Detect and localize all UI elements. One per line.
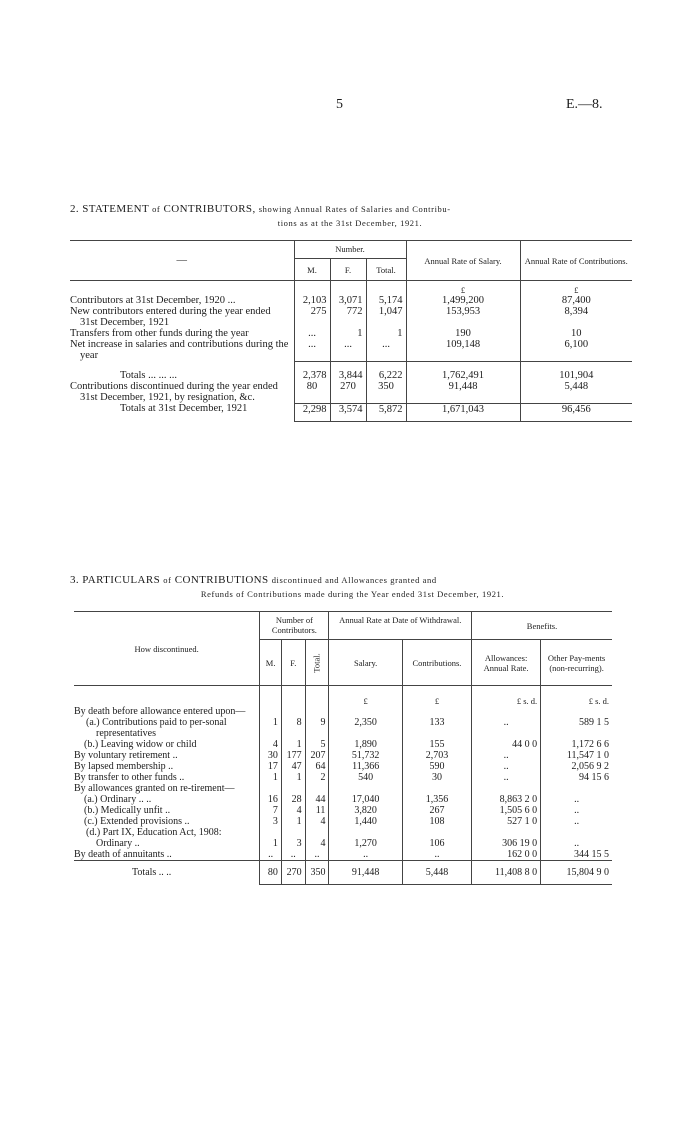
row-label: By voluntary retirement .. bbox=[74, 749, 178, 761]
title-line-2: Refunds of Contributions made during the Year ended 31st December, 1921. bbox=[200, 589, 505, 599]
cell-f: 270 bbox=[281, 860, 305, 884]
table-row bbox=[74, 761, 612, 772]
unit-pound: £ bbox=[363, 695, 368, 706]
unit-lsd: £ s. d. bbox=[516, 695, 538, 706]
unit-pound: £ bbox=[574, 285, 579, 295]
table-row bbox=[74, 805, 612, 816]
table-row bbox=[74, 772, 612, 783]
table-row bbox=[74, 783, 612, 794]
col-annual-rate: Annual Rate at Date of Withdrawal. bbox=[339, 615, 462, 625]
cell-f: 3,844 bbox=[330, 361, 366, 381]
cell-m: .. bbox=[260, 849, 282, 861]
cell-contrib: 30 bbox=[402, 772, 471, 783]
table-row bbox=[70, 381, 632, 403]
col-total: Total. bbox=[312, 652, 323, 673]
cell-f: 28 bbox=[281, 794, 305, 805]
cell-m: 80 bbox=[294, 381, 330, 403]
cell-contrib: 155 bbox=[402, 739, 471, 750]
cell-other: .. bbox=[541, 794, 612, 805]
cell-salary: 91,448 bbox=[406, 381, 520, 403]
title-of: of bbox=[152, 204, 161, 214]
title-rest: showing Annual Rates of Salaries and Contribu- bbox=[258, 204, 451, 214]
cell-allowance: 527 1 0 bbox=[472, 816, 541, 827]
table-row bbox=[74, 706, 612, 717]
cell-other: 11,547 1 0 bbox=[541, 750, 612, 761]
row-label: By transfer to other funds .. bbox=[74, 771, 185, 783]
row-label: By death before allowance entered upon— bbox=[74, 705, 246, 717]
cell-f: 1 bbox=[281, 772, 305, 783]
cell-allowance: .. bbox=[472, 750, 541, 761]
cell-contrib: 5,448 bbox=[520, 381, 632, 403]
cell-salary: 153,953 bbox=[406, 306, 520, 328]
row-label: Contributions discontinued during the year ended 31st December, 1921, by resignation, &c. bbox=[70, 381, 278, 403]
col-contributions: Contributions. bbox=[412, 657, 462, 668]
cell-allowance: 162 0 0 bbox=[472, 849, 541, 861]
cell-other: .. bbox=[541, 816, 612, 827]
cell-allowance: 1,505 6 0 bbox=[472, 805, 541, 816]
cell-salary: 1,671,043 bbox=[406, 403, 520, 421]
cell-salary: 109,148 bbox=[406, 339, 520, 361]
cell-allowance: 8,863 2 0 bbox=[472, 794, 541, 805]
cell-contrib: 2,703 bbox=[402, 750, 471, 761]
cell-salary: 3,820 bbox=[329, 805, 402, 816]
row-label: (a.) Contributions paid to per-sonal representatives bbox=[86, 716, 227, 739]
cell-other: 94 15 6 bbox=[541, 772, 612, 783]
col-benefits: Benefits. bbox=[526, 620, 558, 631]
statement-title bbox=[70, 202, 630, 230]
unit-lsd: £ s. d. bbox=[588, 695, 609, 706]
col-number: Number of Contributors. bbox=[271, 615, 317, 635]
cell-f: 772 bbox=[330, 306, 366, 328]
title-word: CONTRIBUTORS, bbox=[163, 203, 256, 215]
cell-total: 44 bbox=[305, 794, 329, 805]
cell-total: 6,222 bbox=[366, 361, 406, 381]
col-how-discontinued: How discontinued. bbox=[134, 643, 199, 654]
table-row bbox=[74, 750, 612, 761]
cell-f: 4 bbox=[281, 805, 305, 816]
cell-total: 5 bbox=[305, 739, 329, 750]
cell-m: ... bbox=[294, 328, 330, 339]
row-label: Net increase in salaries and contributions during the year bbox=[70, 339, 289, 361]
cell-f: 3,574 bbox=[330, 403, 366, 421]
row-label: By allowances granted on re-tirement— bbox=[74, 782, 235, 794]
row-label: By death of annuitants .. bbox=[74, 848, 172, 860]
cell-salary: 1,440 bbox=[329, 816, 402, 827]
cell-m: 1 bbox=[260, 827, 282, 849]
cell-contrib: 87,400 bbox=[520, 295, 632, 306]
col-salary: Annual Rate of Salary. bbox=[424, 255, 502, 266]
title-number: 2. bbox=[70, 203, 80, 215]
table-row bbox=[74, 739, 612, 750]
particulars-table bbox=[74, 611, 612, 885]
cell-salary: 11,366 bbox=[329, 761, 402, 772]
table-row bbox=[74, 794, 612, 805]
col-allowances: Allowances: Annual Rate. bbox=[483, 652, 529, 673]
cell-m: 80 bbox=[260, 860, 282, 884]
cell-f: 1 bbox=[281, 739, 305, 750]
cell-other: 589 1 5 bbox=[541, 717, 612, 739]
cell-total: 64 bbox=[305, 761, 329, 772]
table-row bbox=[70, 328, 632, 339]
col-contributions: Annual Rate of Contributions. bbox=[524, 255, 628, 266]
table-row bbox=[70, 403, 632, 421]
cell-f: 8 bbox=[281, 717, 305, 739]
row-label: New contributors entered during the year ended 31st December, 1921 bbox=[70, 306, 271, 328]
cell-other: 1,172 6 6 bbox=[541, 739, 612, 750]
row-label: Contributors at 31st December, 1920 ... bbox=[70, 295, 236, 306]
table-row bbox=[74, 717, 612, 739]
title-rest: discontinued and Allowances granted and bbox=[271, 575, 437, 585]
cell-f: 1 bbox=[330, 328, 366, 339]
cell-m: ... bbox=[294, 339, 330, 361]
cell-allowance: .. bbox=[472, 761, 541, 772]
cell-total: 1,047 bbox=[366, 306, 406, 328]
cell-salary: 1,762,491 bbox=[406, 361, 520, 381]
table-row bbox=[74, 860, 612, 884]
cell-m: 2,378 bbox=[294, 361, 330, 381]
cell-f: 270 bbox=[330, 381, 366, 403]
cell-salary: 1,270 bbox=[329, 827, 402, 849]
cell-total: 5,174 bbox=[366, 295, 406, 306]
cell-other: 344 15 5 bbox=[541, 849, 612, 861]
cell-allowance: 44 0 0 bbox=[472, 739, 541, 750]
table-row bbox=[70, 306, 632, 328]
cell-total: 350 bbox=[305, 860, 329, 884]
table-row bbox=[74, 827, 612, 849]
cell-total: 350 bbox=[366, 381, 406, 403]
cell-total: 2 bbox=[305, 772, 329, 783]
cell-total: 207 bbox=[305, 750, 329, 761]
cell-m: 30 bbox=[260, 750, 282, 761]
cell-contrib: 267 bbox=[402, 805, 471, 816]
cell-salary: 91,448 bbox=[329, 860, 402, 884]
table-row bbox=[70, 339, 632, 361]
cell-m: 1 bbox=[260, 772, 282, 783]
header-dash: — bbox=[176, 255, 187, 266]
cell-total: 4 bbox=[305, 827, 329, 849]
cell-f: 47 bbox=[281, 761, 305, 772]
title-number: 3. bbox=[70, 574, 80, 586]
row-label: (b.) Medically unfit .. bbox=[84, 804, 171, 816]
cell-f: 3 bbox=[281, 827, 305, 849]
row-label: (d.) Part IX, Education Act, 1908: Ordinary .. bbox=[86, 826, 222, 849]
col-other-payments: Other Pay-ments (non-recurring). bbox=[547, 652, 606, 673]
cell-other: 2,056 9 2 bbox=[541, 761, 612, 772]
col-f: F. bbox=[290, 657, 297, 668]
cell-f: 3,071 bbox=[330, 295, 366, 306]
cell-salary: 2,350 bbox=[329, 717, 402, 739]
cell-total: .. bbox=[305, 849, 329, 861]
row-label: (c.) Extended provisions .. bbox=[84, 815, 190, 827]
title-of: of bbox=[163, 575, 172, 585]
col-f: F. bbox=[344, 264, 352, 275]
row-label: Totals .. .. bbox=[74, 860, 260, 884]
cell-contrib: 5,448 bbox=[402, 860, 471, 884]
cell-m: 3 bbox=[260, 816, 282, 827]
cell-contrib: 106 bbox=[402, 827, 471, 849]
cell-salary: 190 bbox=[406, 328, 520, 339]
cell-m: 7 bbox=[260, 805, 282, 816]
cell-m: 2,103 bbox=[294, 295, 330, 306]
cell-allowance: .. bbox=[472, 772, 541, 783]
table-row bbox=[74, 816, 612, 827]
cell-total: 11 bbox=[305, 805, 329, 816]
cell-contrib: 108 bbox=[402, 816, 471, 827]
cell-other: .. bbox=[541, 805, 612, 816]
row-label: Transfers from other funds during the year bbox=[70, 328, 249, 339]
cell-salary: 17,040 bbox=[329, 794, 402, 805]
cell-contrib: 8,394 bbox=[520, 306, 632, 328]
cell-allowance: 306 19 0 bbox=[472, 827, 541, 849]
cell-allowance: 11,408 8 0 bbox=[472, 860, 541, 884]
col-m: M. bbox=[307, 264, 317, 275]
title-word: STATEMENT bbox=[82, 203, 149, 215]
cell-allowance: .. bbox=[472, 717, 541, 739]
cell-total: 4 bbox=[305, 816, 329, 827]
table-row bbox=[74, 849, 612, 861]
cell-other: 15,804 9 0 bbox=[541, 860, 612, 884]
cell-m: 275 bbox=[294, 306, 330, 328]
col-total: Total. bbox=[376, 264, 396, 275]
table-row bbox=[70, 295, 632, 306]
cell-m: 17 bbox=[260, 761, 282, 772]
cell-contrib: 6,100 bbox=[520, 339, 632, 361]
cell-salary: 540 bbox=[329, 772, 402, 783]
cell-contrib: 590 bbox=[402, 761, 471, 772]
cell-other: .. bbox=[541, 827, 612, 849]
cell-contrib: 1,356 bbox=[402, 794, 471, 805]
cell-f: 177 bbox=[281, 750, 305, 761]
cell-salary: 1,499,200 bbox=[406, 295, 520, 306]
cell-total: ... bbox=[366, 339, 406, 361]
unit-pound: £ bbox=[434, 695, 440, 706]
title-word: PARTICULARS bbox=[82, 574, 161, 586]
cell-f: .. bbox=[281, 849, 305, 861]
cell-m: 16 bbox=[260, 794, 282, 805]
cell-contrib: 96,456 bbox=[520, 403, 632, 421]
col-m: M. bbox=[265, 657, 276, 668]
cell-contrib: 133 bbox=[402, 717, 471, 739]
unit-pound: £ bbox=[460, 285, 466, 295]
row-label: By lapsed membership .. bbox=[74, 760, 174, 772]
cell-contrib: .. bbox=[402, 849, 471, 861]
title-line-2: tions as at the 31st December, 1921. bbox=[277, 218, 423, 228]
contributors-table bbox=[70, 240, 632, 422]
cell-salary: 1,890 bbox=[329, 739, 402, 750]
title-word: CONTRIBUTIONS bbox=[174, 574, 269, 586]
cell-salary: .. bbox=[329, 849, 402, 861]
cell-m: 1 bbox=[260, 717, 282, 739]
cell-m: 4 bbox=[260, 739, 282, 750]
cell-total: 5,872 bbox=[366, 403, 406, 421]
row-label: Totals ... ... ... bbox=[120, 370, 178, 381]
col-number: Number. bbox=[335, 244, 365, 254]
cell-f: 1 bbox=[281, 816, 305, 827]
cell-f: ... bbox=[330, 339, 366, 361]
row-label: (a.) Ordinary .. .. bbox=[84, 793, 152, 805]
cell-total: 1 bbox=[366, 328, 406, 339]
col-salary: Salary. bbox=[354, 657, 378, 668]
cell-salary: 51,732 bbox=[329, 750, 402, 761]
document-reference: E.—8. bbox=[566, 97, 603, 112]
table-row bbox=[70, 361, 632, 381]
cell-contrib: 10 bbox=[520, 328, 632, 339]
cell-total: 9 bbox=[305, 717, 329, 739]
page-number: 5 bbox=[336, 97, 343, 112]
cell-m: 2,298 bbox=[294, 403, 330, 421]
row-label: Totals at 31st December, 1921 bbox=[120, 403, 248, 414]
particulars-title bbox=[70, 573, 635, 601]
row-label: (b.) Leaving widow or child bbox=[84, 738, 197, 750]
cell-contrib: 101,904 bbox=[520, 361, 632, 381]
